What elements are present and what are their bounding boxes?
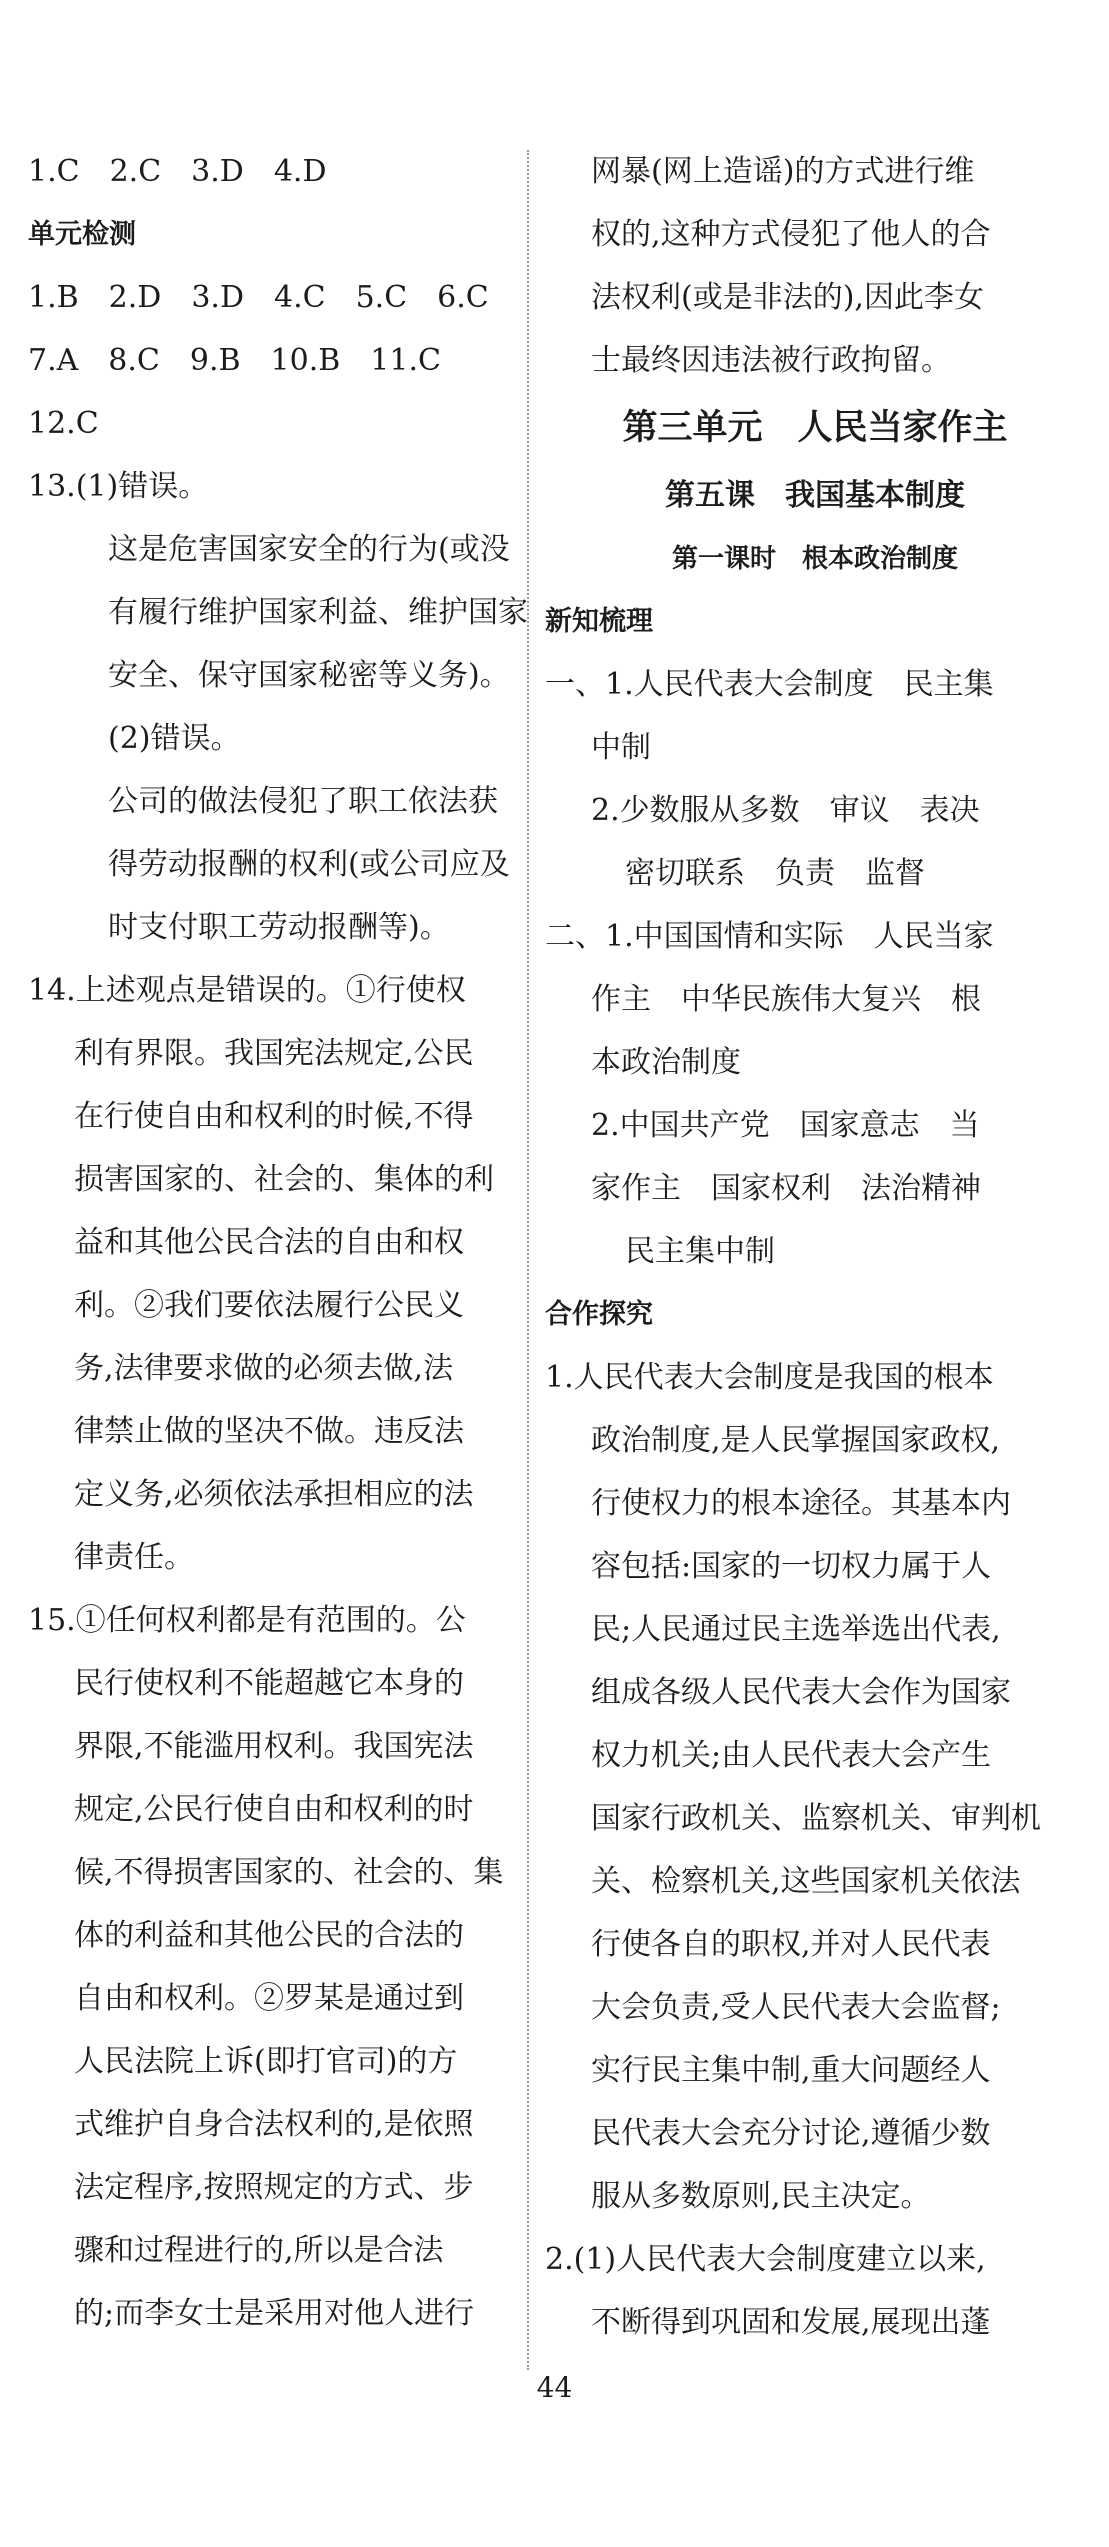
coop1-line: 服从多数原则,民主决定。 bbox=[591, 2179, 931, 2214]
answers-row-3: 12.C bbox=[28, 406, 99, 441]
q14-line: 益和其他公民合法的自由和权 bbox=[74, 1225, 464, 1260]
section2-line: 民主集中制 bbox=[625, 1234, 775, 1269]
section-1 bbox=[545, 653, 1085, 905]
q14-line: 利。②我们要依法履行公民义 bbox=[74, 1288, 464, 1323]
question-13 bbox=[28, 455, 528, 959]
q15-line: 界限,不能滥用权利。我国宪法 bbox=[74, 1729, 474, 1764]
q13-line: 13.(1)错误。 bbox=[28, 469, 209, 504]
q15-line: 式维护自身合法权利的,是依照 bbox=[74, 2107, 474, 2142]
coop1-line: 大会负责,受人民代表大会监督; bbox=[591, 1990, 1001, 2025]
coop1-line: 实行民主集中制,重大问题经人 bbox=[591, 2053, 991, 2088]
coop1-line: 国家行政机关、监察机关、审判机 bbox=[591, 1801, 1041, 1836]
q15-line: 法定程序,按照规定的方式、步 bbox=[74, 2170, 474, 2205]
cooperation-1 bbox=[545, 1346, 1085, 2228]
coop1-line: 1.人民代表大会制度是我国的根本 bbox=[545, 1360, 994, 1395]
page-number: 44 bbox=[536, 2371, 573, 2404]
section1-line: 中制 bbox=[591, 730, 651, 765]
lesson-title: 第五课 我国基本制度 bbox=[665, 478, 965, 513]
q15-line: 规定,公民行使自由和权利的时 bbox=[74, 1792, 474, 1827]
coop1-line: 容包括:国家的一切权力属于人 bbox=[591, 1549, 992, 1584]
unit-title: 第三单元 人民当家作主 bbox=[622, 408, 1008, 448]
section2-line: 本政治制度 bbox=[591, 1045, 741, 1080]
q15-line: 15.①任何权利都是有范围的。公 bbox=[28, 1603, 466, 1638]
coop1-line: 政治制度,是人民掌握国家政权, bbox=[591, 1423, 1001, 1458]
section2-line: 2.中国共产党 国家意志 当 bbox=[591, 1108, 980, 1143]
column-divider bbox=[527, 150, 529, 2370]
coop1-line: 行使权力的根本途径。其基本内 bbox=[591, 1486, 1011, 1521]
continuation-line: 权的,这种方式侵犯了他人的合 bbox=[591, 217, 991, 252]
q14-line: 律禁止做的坚决不做。违反法 bbox=[74, 1414, 464, 1449]
section2-line: 二、1.中国国情和实际 人民当家 bbox=[545, 919, 994, 954]
q13-line: 这是危害国家安全的行为(或没 bbox=[108, 532, 510, 567]
q14-line: 定义务,必须依法承担相应的法 bbox=[74, 1477, 474, 1512]
coop1-line: 行使各自的职权,并对人民代表 bbox=[591, 1927, 991, 1962]
unit-test-heading: 单元检测 bbox=[28, 219, 136, 250]
section-2 bbox=[545, 905, 1085, 1283]
question-15 bbox=[28, 1589, 528, 2345]
q15-line: 人民法院上诉(即打官司)的方 bbox=[74, 2044, 458, 2079]
q15-line: 民行使权利不能超越它本身的 bbox=[74, 1666, 464, 1701]
section1-line: 密切联系 负责 监督 bbox=[625, 856, 925, 891]
period-title: 第一课时 根本政治制度 bbox=[671, 544, 958, 574]
answers-row-1: 1.B 2.D 3.D 4.C 5.C 6.C bbox=[28, 280, 489, 315]
question-14 bbox=[28, 959, 528, 1589]
coop1-line: 权力机关;由人民代表大会产生 bbox=[591, 1738, 992, 1773]
continuation-line: 法权利(或是非法的),因此李女 bbox=[591, 280, 984, 315]
coop1-line: 关、检察机关,这些国家机关依法 bbox=[591, 1864, 1021, 1899]
section2-line: 作主 中华民族伟大复兴 根 bbox=[591, 982, 981, 1017]
q14-line: 14.上述观点是错误的。①行使权 bbox=[28, 973, 466, 1008]
answers-row-2: 7.A 8.C 9.B 10.B 11.C bbox=[28, 343, 441, 378]
section1-line: 2.少数服从多数 审议 表决 bbox=[591, 793, 980, 828]
q13-line: 时支付职工劳动报酬等)。 bbox=[108, 910, 450, 945]
coop2-line: 不断得到巩固和发展,展现出蓬 bbox=[591, 2305, 991, 2340]
continuation-line: 士最终因违法被行政拘留。 bbox=[591, 343, 951, 378]
q14-line: 利有界限。我国宪法规定,公民 bbox=[74, 1036, 474, 1071]
q13-line: 安全、保守国家秘密等义务)。 bbox=[108, 658, 510, 693]
coop1-line: 民;人民通过民主选举选出代表, bbox=[591, 1612, 1001, 1647]
q13-line: 有履行维护国家利益、维护国家 bbox=[108, 595, 528, 630]
q13-line: 公司的做法侵犯了职工依法获 bbox=[108, 784, 498, 819]
q14-line: 在行使自由和权利的时候,不得 bbox=[74, 1099, 474, 1134]
coop2-line: 2.(1)人民代表大会制度建立以来, bbox=[545, 2242, 986, 2277]
q15-line: 骤和过程进行的,所以是合法 bbox=[74, 2233, 444, 2268]
cooperation-2 bbox=[545, 2228, 1085, 2354]
q15-line: 的;而李女士是采用对他人进行 bbox=[74, 2296, 475, 2331]
q13-line: (2)错误。 bbox=[108, 721, 241, 756]
section2-line: 家作主 国家权利 法治精神 bbox=[591, 1171, 981, 1206]
q15-line: 自由和权利。②罗某是通过到 bbox=[74, 1981, 464, 2016]
continuation-line: 网暴(网上造谣)的方式进行维 bbox=[591, 154, 975, 189]
section1-line: 一、1.人民代表大会制度 民主集 bbox=[545, 667, 994, 702]
q15-line: 候,不得损害国家的、社会的、集 bbox=[74, 1855, 504, 1890]
coop1-line: 民代表大会充分讨论,遵循少数 bbox=[591, 2116, 991, 2151]
coop1-line: 组成各级人民代表大会作为国家 bbox=[591, 1675, 1011, 1710]
q14-line: 务,法律要求做的必须去做,法 bbox=[74, 1351, 454, 1386]
q14-line: 律责任。 bbox=[74, 1540, 194, 1575]
q15-continuation bbox=[545, 140, 1085, 392]
left-column bbox=[28, 140, 528, 2345]
q15-line: 体的利益和其他公民的合法的 bbox=[74, 1918, 464, 1953]
new-knowledge-heading: 新知梳理 bbox=[545, 606, 653, 637]
cooperation-heading: 合作探究 bbox=[545, 1299, 653, 1330]
q14-line: 损害国家的、社会的、集体的利 bbox=[74, 1162, 494, 1197]
answers-top: 1.C 2.C 3.D 4.D bbox=[28, 154, 327, 189]
right-column bbox=[545, 140, 1085, 2354]
q13-line: 得劳动报酬的权利(或公司应及 bbox=[108, 847, 510, 882]
